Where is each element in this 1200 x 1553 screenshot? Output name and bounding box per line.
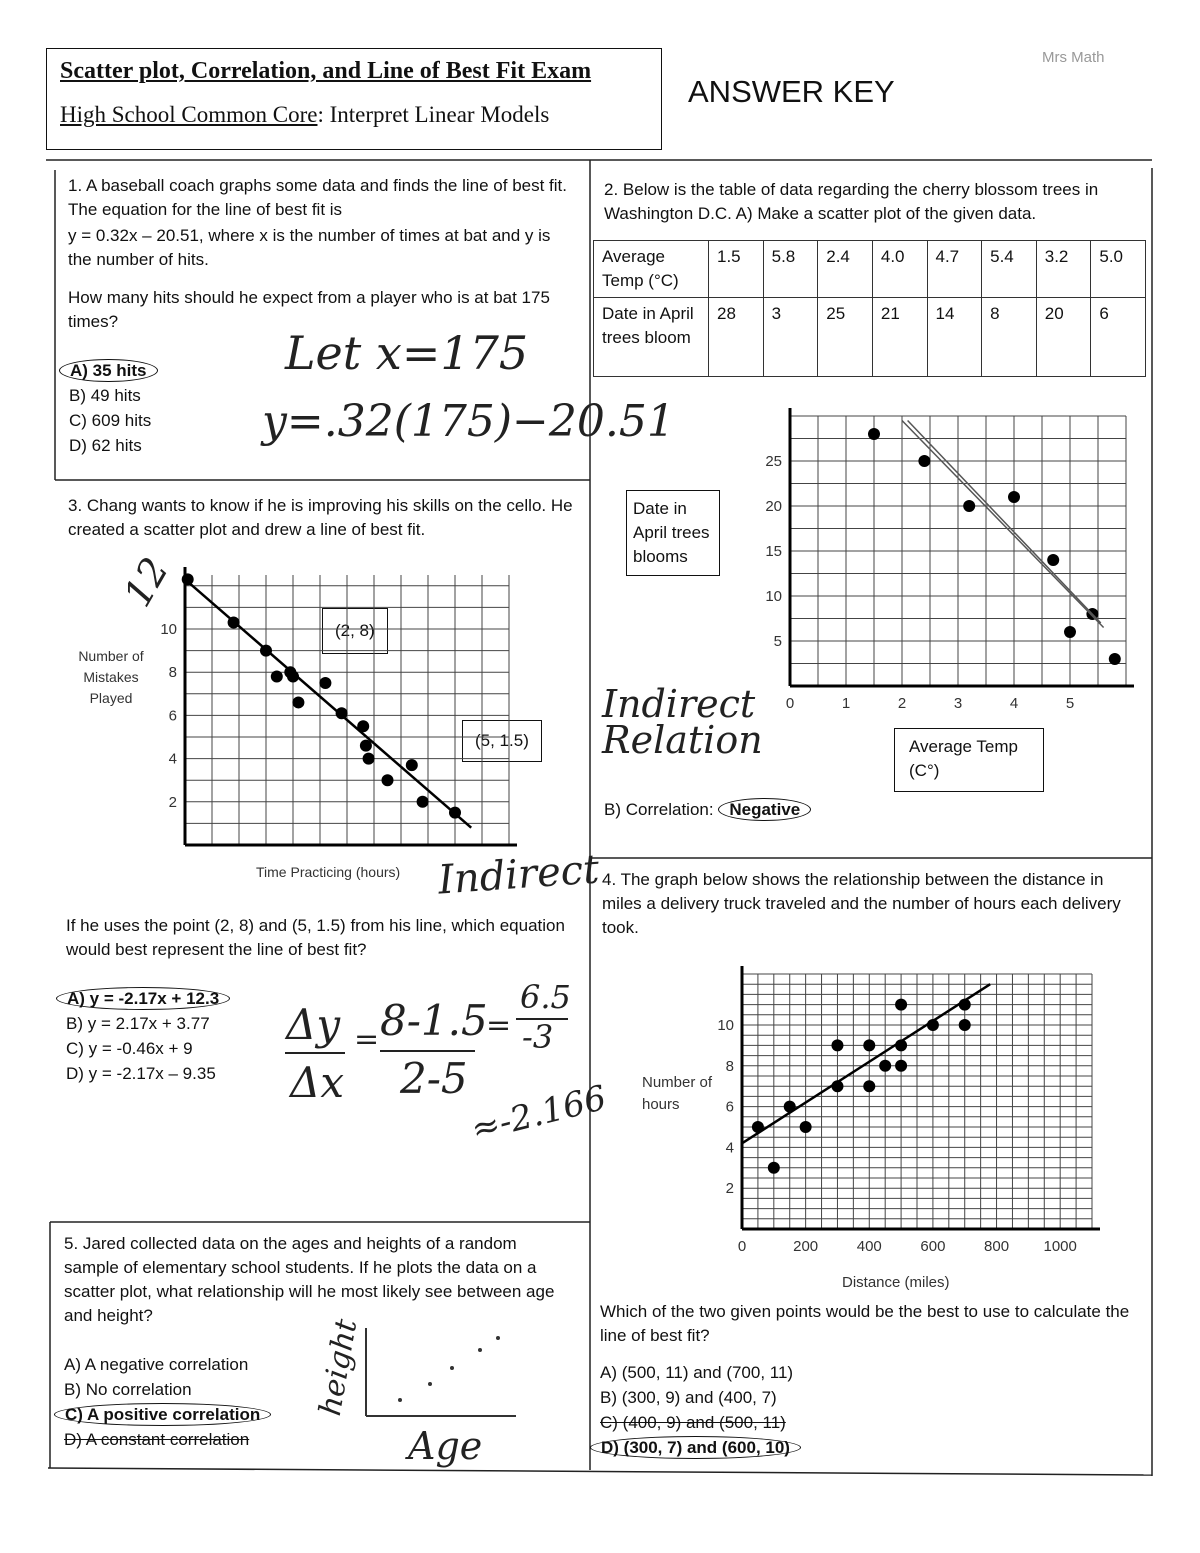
data-point [1064, 626, 1076, 638]
q2-temp-header: Average Temp (°C) [594, 241, 709, 298]
x-tick-label: 0 [785, 695, 795, 712]
data-point [868, 428, 880, 440]
q3-work-den: 2-5 [400, 1054, 468, 1103]
q5-sketch-dot [428, 1382, 432, 1386]
q2-temp-cell: 4.7 [927, 241, 982, 298]
data-point [800, 1121, 812, 1133]
q3-work-frac-den: -3 [522, 1018, 554, 1056]
q5-option-b[interactable]: B) No correlation [64, 1380, 192, 1399]
q5-hand-age: Age [408, 1424, 483, 1468]
x-tick-label: 1 [841, 695, 851, 712]
y-tick-label: 6 [168, 707, 177, 725]
data-point [895, 1039, 907, 1051]
x-tick-label: 800 [984, 1238, 1010, 1255]
data-point [768, 1162, 780, 1174]
data-point [336, 707, 348, 719]
q4-option-c[interactable]: C) (400, 9) and (500, 11) [600, 1413, 786, 1432]
q3-option-c[interactable]: C) y = -0.46x + 9 [66, 1039, 193, 1058]
subtitle-standard: High School Common Core [60, 102, 318, 127]
q5-options [64, 1352, 271, 1452]
q2-correlation-answer[interactable]: Negative [718, 798, 811, 821]
y-tick-label: 25 [765, 453, 782, 470]
q1-question: How many hits should he expect from a player who is at bat 175 times? [68, 288, 550, 331]
q4-text: 4. The graph below shows the relationship between the distance in miles a delivery truck traveled and the number of hours each delivery took. [602, 870, 1121, 937]
data-point [895, 1060, 907, 1072]
q4-option-d[interactable]: D) (300, 7) and (600, 10) [600, 1435, 801, 1460]
subtitle-topic: : Interpret Linear Models [317, 102, 550, 127]
q2-date-cell: 25 [818, 298, 873, 377]
q2-correlation-label: B) Correlation: [604, 800, 714, 819]
q5-sketch-dot [450, 1366, 454, 1370]
q2-date-cell: 21 [872, 298, 927, 377]
x-tick-label [343, 854, 351, 855]
q3-options [66, 986, 230, 1086]
y-tick-label: 2 [168, 793, 177, 811]
y-tick-label: 4 [168, 750, 177, 768]
q3-option-a[interactable]: A) y = -2.17x + 12.3 [66, 986, 230, 1011]
q2-handwritten-relation: Indirect Relation [602, 682, 763, 762]
q2-data-table [593, 240, 1146, 377]
data-point [357, 720, 369, 732]
best-fit-sketch-line [908, 421, 1101, 624]
q4-ylabel: Number of hours [642, 1074, 713, 1113]
data-point [752, 1121, 764, 1133]
q3-text: 3. Chang wants to know if he is improving his skills on the cello. He created a scatter plot and drew a line of best fit. [68, 496, 573, 539]
q3-point-label-1: (2, 8) [322, 608, 388, 654]
x-tick-label [289, 854, 297, 855]
data-point [182, 573, 194, 585]
y-tick-label: 15 [765, 543, 782, 560]
q4-option-b[interactable]: B) (300, 9) and (400, 7) [600, 1388, 777, 1407]
q1-options [69, 358, 158, 458]
x-tick-label: 400 [856, 1238, 882, 1255]
q5-sketch-dot [478, 1348, 482, 1352]
answer-key-label: ANSWER KEY [688, 74, 895, 109]
data-point [1047, 554, 1059, 566]
data-point [784, 1101, 796, 1113]
q5-sketch-dot [398, 1398, 402, 1402]
y-tick-label: 20 [765, 498, 782, 515]
q4-question: Which of the two given points would be the best to use to calculate the line of best fit? [600, 1302, 1130, 1345]
q3-work-bar-1 [285, 1052, 345, 1054]
q3-work-bar-2 [380, 1050, 475, 1052]
q5-text: 5. Jared collected data on the ages and heights of a random sample of elementary school students. If he plots the data on a scatter plot, what relationship will he most likely see between age and height? [64, 1234, 555, 1325]
y-tick-label: 10 [160, 621, 177, 638]
y-tick-label: 10 [717, 1017, 734, 1034]
q5-option-a[interactable]: A) A negative correlation [64, 1355, 249, 1374]
data-point [1008, 491, 1020, 503]
q2-date-cell: 8 [982, 298, 1037, 377]
data-point [863, 1080, 875, 1092]
x-tick-label: 5 [1065, 695, 1075, 712]
q3-option-d[interactable]: D) y = -2.17x – 9.35 [66, 1064, 216, 1083]
q4-option-a[interactable]: A) (500, 11) and (700, 11) [600, 1363, 794, 1382]
y-tick-label: 5 [773, 633, 782, 650]
q2-correlation [604, 798, 811, 822]
q4-xlabel: Distance (miles) [842, 1274, 950, 1291]
q2-date-cell: 14 [927, 298, 982, 377]
y-tick-label: 10 [765, 588, 782, 605]
data-point [406, 759, 418, 771]
q2-date-cell: 28 [709, 298, 764, 377]
y-tick-label: 8 [725, 1057, 734, 1075]
q3-option-b[interactable]: B) y = 2.17x + 3.77 [66, 1014, 210, 1033]
data-point [228, 617, 240, 629]
data-point [287, 671, 299, 683]
q3-cello-scatter [140, 555, 540, 855]
data-point [959, 1019, 971, 1031]
data-point [927, 1019, 939, 1031]
x-tick-label [397, 854, 405, 855]
q3-handwritten-indirect: Indirect [436, 846, 601, 904]
q1-text-1: 1. A baseball coach graphs some data and finds the line of best fit. The equation for the line of best fit is [68, 176, 567, 219]
data-point [260, 645, 272, 657]
q1-work-line-1: Let x=175 [285, 326, 529, 380]
q2-temp-cell: 3.2 [1036, 241, 1091, 298]
q3-work-frac-num: 6.5 [520, 978, 571, 1016]
q3-handwritten-12: 12 [115, 550, 178, 614]
q2-temp-cell: 4.0 [872, 241, 927, 298]
q4-options [600, 1360, 801, 1460]
data-point [831, 1039, 843, 1051]
q2-date-cell: 6 [1091, 298, 1146, 377]
q1-option-d[interactable]: D) 62 hits [69, 436, 142, 455]
q5-option-d[interactable]: D) A constant correlation [64, 1430, 250, 1449]
q3-work-equals: = [354, 1022, 380, 1057]
q1-option-c[interactable]: C) 609 hits [69, 411, 152, 430]
q3-ylabel: Number of Mistakes Played [78, 648, 144, 706]
q3-point-label-2: (5, 1.5) [462, 720, 542, 762]
exam-title: Scatter plot, Correlation, and Line of Best Fit Exam [60, 58, 592, 84]
data-point [382, 774, 394, 786]
data-point [292, 696, 304, 708]
q5-sketch-dot [496, 1336, 500, 1340]
q3-work-dx: Δx [290, 1058, 345, 1107]
data-point [1109, 653, 1121, 665]
data-point [879, 1060, 891, 1072]
author-label: Mrs Math [1042, 49, 1105, 66]
x-tick-label: 4 [1009, 695, 1019, 712]
y-tick-label: 4 [725, 1139, 734, 1157]
q2-temp-cell: 1.5 [709, 241, 764, 298]
q2-text: 2. Below is the table of data regarding the cherry blossom trees in Washington D.C. A) Make a scatter plot of the given data. [604, 180, 1099, 223]
q2-x-axis-box: Average Temp (C°) [894, 728, 1044, 792]
q3-xlabel: Time Practicing (hours) [256, 864, 401, 880]
q4-delivery-scatter [700, 960, 1100, 1260]
q1-work-line-2: y=.32(175)−20.51 [262, 396, 675, 447]
data-point [360, 740, 372, 752]
x-tick-label [451, 854, 459, 855]
x-tick-label [235, 854, 243, 855]
data-point [449, 807, 461, 819]
q1-option-b[interactable]: B) 49 hits [69, 386, 141, 405]
q2-temp-cell: 5.0 [1091, 241, 1146, 298]
x-tick-label: 600 [920, 1238, 946, 1255]
x-tick-label: 0 [737, 1238, 747, 1255]
x-tick-label: 200 [793, 1238, 819, 1255]
q3-work-approx: ≈-2.166 [467, 1077, 611, 1151]
grid-bottom [48, 1468, 1152, 1475]
q3-work-num: 8-1.5 [380, 996, 488, 1045]
q5-sketch [340, 1320, 540, 1430]
x-tick-label: 1000 [1043, 1238, 1077, 1255]
y-tick-label: 2 [725, 1180, 734, 1198]
q2-blossom-scatter [740, 400, 1140, 730]
q5-hand-height: height [312, 1316, 365, 1419]
data-point [319, 677, 331, 689]
data-point [831, 1080, 843, 1092]
data-point [918, 455, 930, 467]
data-point [417, 796, 429, 808]
data-point [271, 671, 283, 683]
best-fit-line [742, 984, 990, 1143]
y-tick-label: 6 [725, 1098, 734, 1116]
q3-question: If he uses the point (2, 8) and (5, 1.5) from his line, which equation would best represent the line of best fit? [66, 916, 565, 959]
x-tick-label: 3 [953, 695, 963, 712]
q1-text-2: y = 0.32x – 20.51, where x is the number of times at bat and y is the number of hits. [68, 226, 551, 269]
data-point [959, 999, 971, 1011]
q2-temp-cell: 5.8 [763, 241, 818, 298]
q5-option-c[interactable]: C) A positive correlation [64, 1402, 271, 1427]
q2-temp-cell: 2.4 [818, 241, 873, 298]
data-point [363, 753, 375, 765]
q2-date-cell: 3 [763, 298, 818, 377]
q2-date-cell: 20 [1036, 298, 1091, 377]
q3-work-dy: Δy [286, 1000, 341, 1049]
q3-work-equals-2: = [486, 1008, 512, 1043]
x-tick-label: 2 [897, 695, 907, 712]
y-tick-label: 8 [168, 664, 177, 682]
q2-y-axis-box: Date in April trees blooms [626, 490, 720, 576]
data-point [963, 500, 975, 512]
data-point [895, 999, 907, 1011]
q2-date-header: Date in April trees bloom [594, 298, 709, 377]
x-tick-label [181, 854, 189, 855]
q2-temp-row [594, 241, 1146, 298]
data-point [863, 1039, 875, 1051]
q2-temp-cell: 5.4 [982, 241, 1037, 298]
q1-option-a[interactable]: A) 35 hits [69, 358, 158, 383]
q2-date-row [594, 298, 1146, 377]
